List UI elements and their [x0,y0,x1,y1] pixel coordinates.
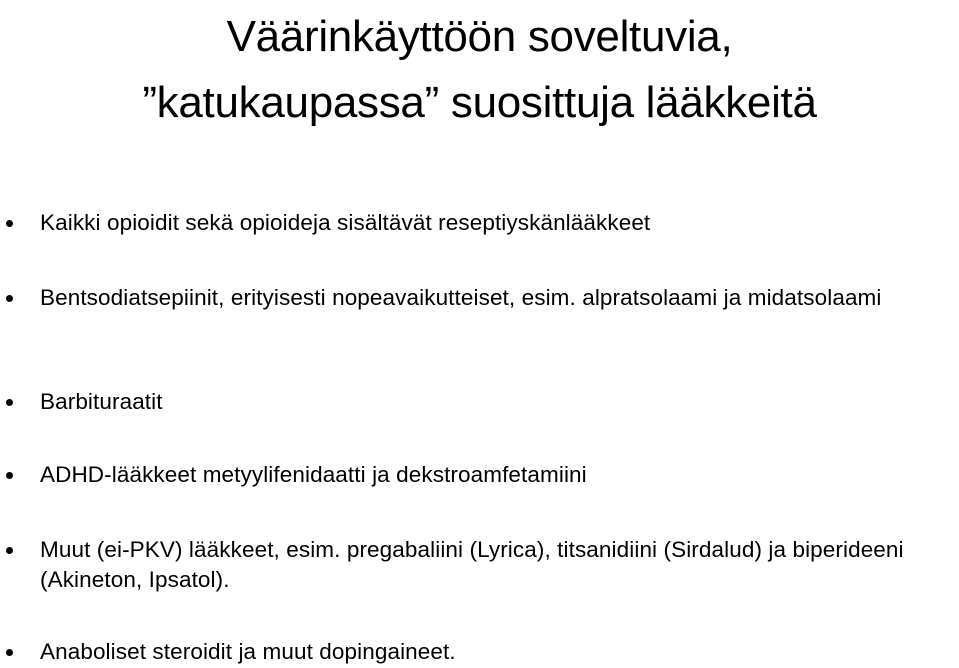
bullet-text: Kaikki opioidit sekä opioideja sisältävät reseptiyskänlääkkeet [40,210,651,235]
bullet-dot-icon [6,649,13,656]
bullet-dot-icon [6,399,13,406]
title-line-1: Väärinkäyttöön soveltuvia, [226,12,733,61]
bullet-item-opioids [40,208,955,238]
bullet-text: ADHD-lääkkeet metyylifenidaatti ja dekstroamfetamiini [40,462,587,487]
title-line-2: ”katukaupassa” suosittuja lääkkeitä [142,78,817,127]
bullet-item-other [40,535,955,595]
bullet-item-steroids [40,637,955,667]
bullet-dot-icon [6,220,13,227]
bullet-dot-icon [6,472,13,479]
bullet-dot-icon [6,547,13,554]
bullet-item-benzodiazepines [40,283,955,313]
slide-title [0,0,959,136]
bullet-text: Anaboliset steroidit ja muut dopingaineet. [40,639,456,664]
bullet-item-adhd [40,460,955,490]
bullet-dot-icon [6,295,13,302]
bullet-item-barbiturates [40,387,955,417]
bullet-text: Muut (ei-PKV) lääkkeet, esim. pregabaliini (Lyrica), titsanidiini (Sirdalud) ja biperideeni (Akineton, Ipsatol). [40,537,904,592]
bullet-text: Bentsodiatsepiinit, erityisesti nopeavaikutteiset, esim. alpratsolaami ja midatsolaami [40,285,882,310]
bullet-text: Barbituraatit [40,389,163,414]
